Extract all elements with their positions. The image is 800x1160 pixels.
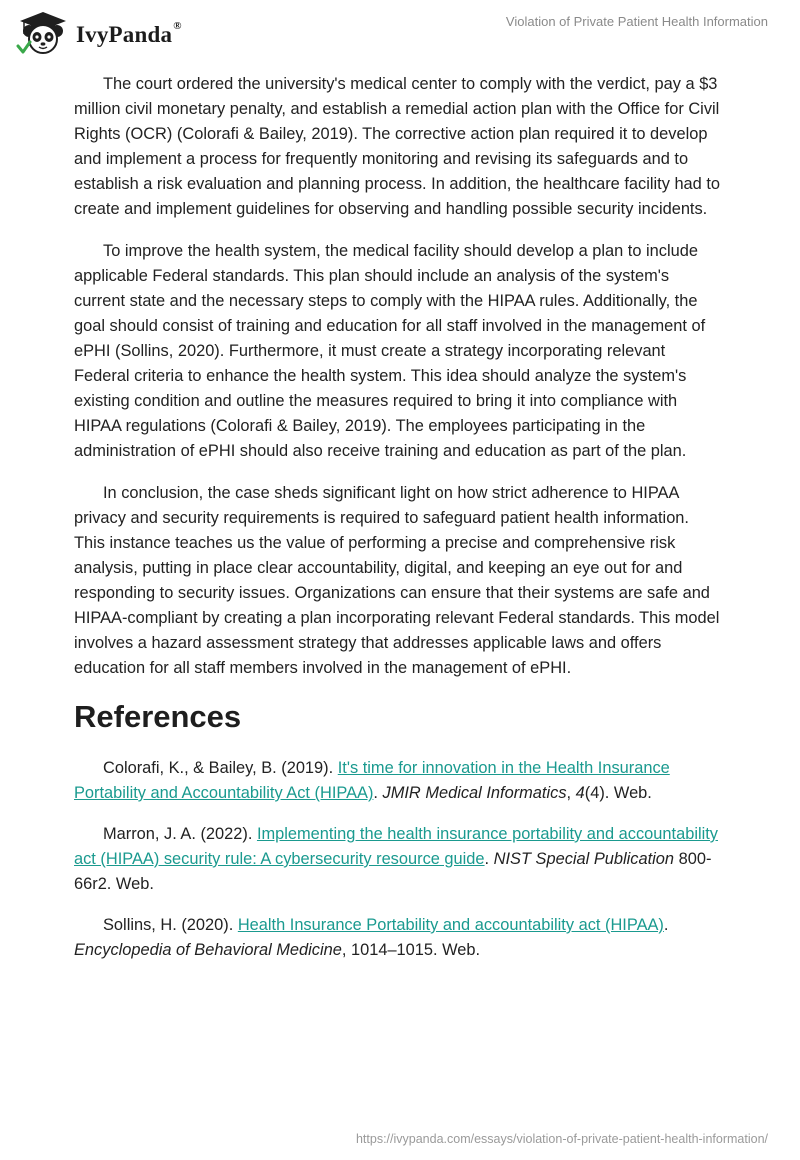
ref-source: JMIR Medical Informatics: [382, 784, 567, 802]
ivypanda-logo[interactable]: [16, 10, 182, 56]
ref-source: NIST Special Publication: [493, 850, 675, 868]
reference-item: Colorafi, K., & Bailey, B. (2019). It's time for innovation in the Health Insurance Portability and Accountability Act (HIPAA). JMIR Medical Informatics, 4(4). Web.: [74, 759, 670, 802]
ref-authors: Colorafi, K., & Bailey, B. (2019).: [103, 759, 338, 777]
ref-authors: Marron, J. A. (2022).: [103, 825, 257, 843]
source-url[interactable]: https://ivypanda.com/essays/violation-of-private-patient-health-information/: [355, 1132, 768, 1146]
paragraph-2: To improve the health system, the medical facility should develop a plan to include applicable Federal standards. This plan should include an analysis of the system's current state and the necessary steps to comply with the HIPAA rules. Additionally, the goal should consist of training and education for all staff involved in the management of ePHI (Sollins, 2020). Furthermore, it must create a strategy incorporating relevant Federal criteria to enhance the health system. This idea should analyze the system's existing condition and outline the measures required to bring it into compliance with HIPAA regulations (Colorafi & Bailey, 2019). The employees participating in the administration of ePHI should also receive training and education as part of the plan.: [74, 242, 706, 460]
registered-mark: ®: [173, 20, 182, 33]
ref-volume: 4: [575, 784, 585, 802]
brand-name: IvyPanda®: [76, 20, 182, 47]
panda-graduate-icon: [16, 10, 70, 56]
ref-authors: Sollins, H. (2020).: [103, 916, 238, 934]
page-header: [0, 0, 800, 70]
paragraph-3: In conclusion, the case sheds significant light on how strict adherence to HIPAA privacy and security requirements is required to safeguard patient health information. This instance teaches us the value of performing a precise and comprehensive risk analysis, putting in place clear accountability, digital, and keeping an eye out for and responding to security issues. Organizations can ensure that their systems are safe and HIPAA-compliant by creating a plan incorporating relevant Federal standards. This model involves a hazard assessment strategy that addresses applicable laws and offers education for all staff members involved in the management of ePHI.: [74, 484, 720, 677]
reference-item: Sollins, H. (2020). Health Insurance Portability and accountability act (HIPAA). Encyclopedia of Behavioral Medicine, 1014–1015. Web.: [74, 916, 669, 959]
ref-link[interactable]: It's time for innovation in the Health Insurance Portability and Accountability Act (HIPAA): [74, 759, 670, 802]
document-title: Violation of Private Patient Health Information: [505, 14, 768, 29]
ref-link[interactable]: Implementing the health insurance portability and accountability act (HIPAA) security rule: A cybersecurity resource guide: [74, 825, 718, 868]
references-heading: References: [74, 699, 242, 734]
ref-source: Encyclopedia of Behavioral Medicine: [74, 941, 342, 959]
reference-item: Marron, J. A. (2022). Implementing the health insurance portability and accountability act (HIPAA) security rule: A cybersecurity resource guide. NIST Special Publication 800-66r2. Web.: [74, 825, 718, 893]
essay-body: [74, 72, 724, 979]
paragraph-1: The court ordered the university's medical center to comply with the verdict, pay a $3 million civil monetary penalty, and establish a remedial action plan with the Office for Civil Rights (OCR) (Colorafi & Bailey, 2019). The corrective action plan required it to develop and implement a process for frequently monitoring and revising its safeguards and to establish a risk evaluation and planning process. In addition, the healthcare facility had to create and implement guidelines for observing and handling possible security incidents.: [74, 75, 721, 218]
ref-link[interactable]: Health Insurance Portability and accountability act (HIPAA): [237, 916, 664, 934]
